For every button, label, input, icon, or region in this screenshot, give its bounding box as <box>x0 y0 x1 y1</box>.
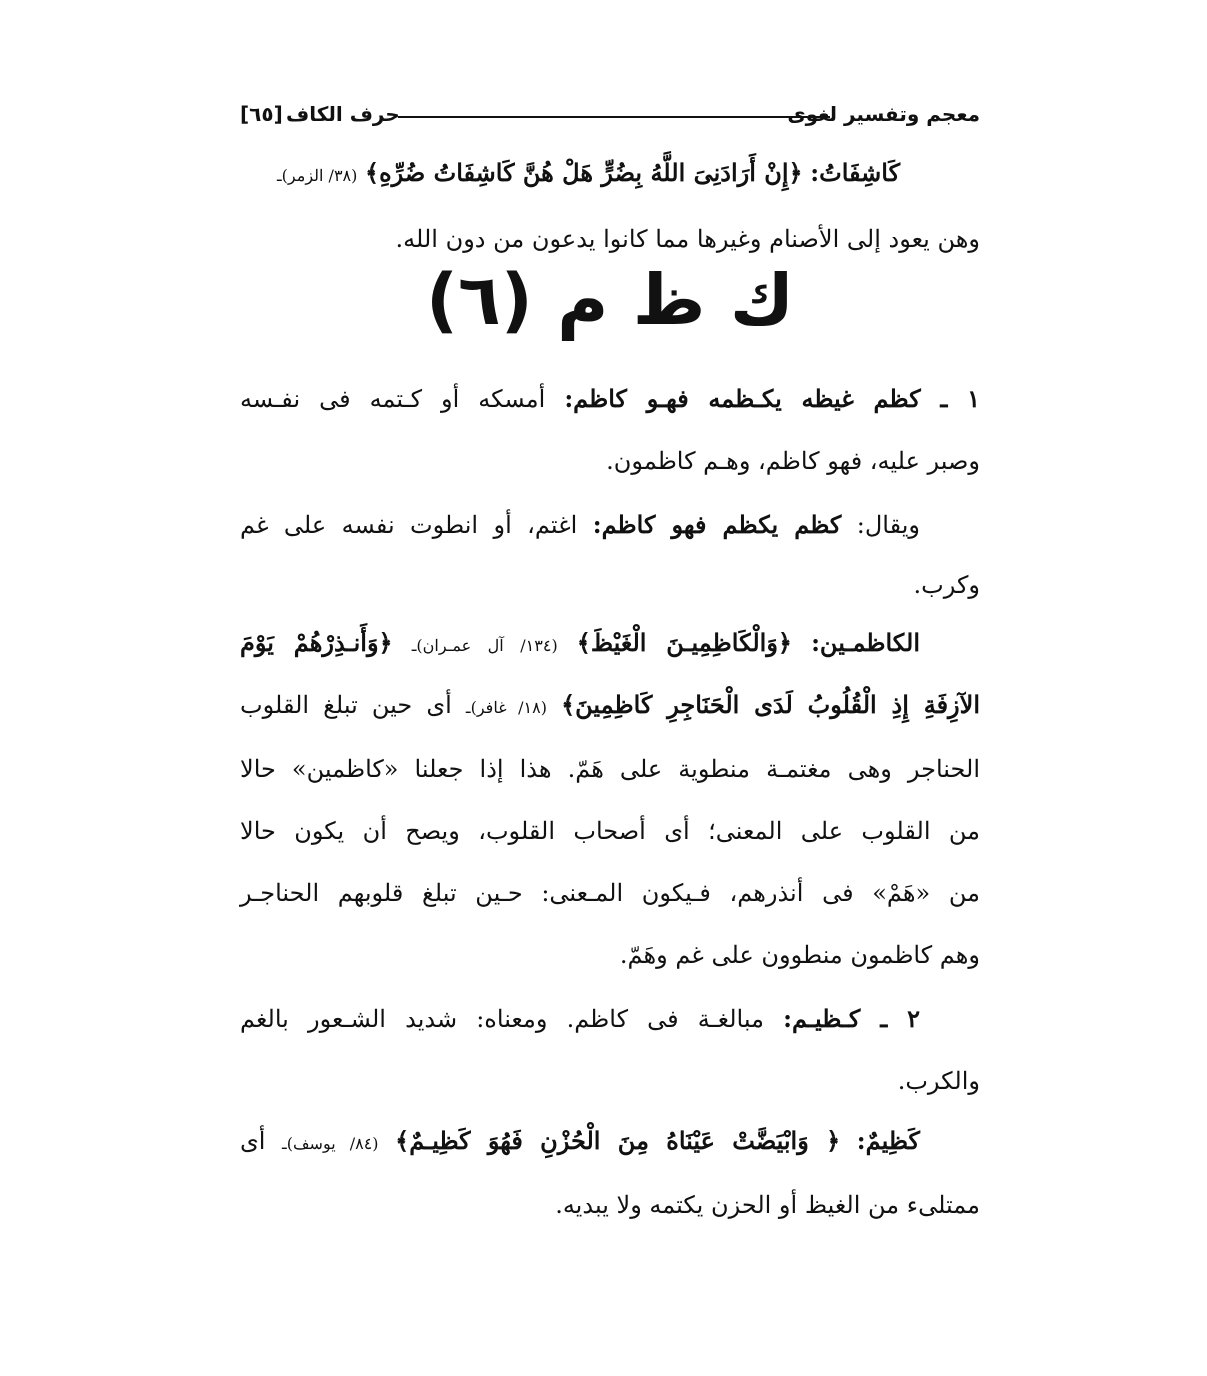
entry-term: كَظِيمٌ: <box>856 1126 920 1155</box>
lead-word: ويقال: <box>856 511 920 539</box>
text-line: من «هَمْ» فى أنذرهم، فـيكون المـعنى: حـين تبلغ قلوبهم الحناجـر <box>240 879 980 907</box>
header-rule <box>398 116 830 118</box>
entry-term: الكاظمـين: <box>811 628 920 657</box>
page-number: [٦٥] <box>240 102 283 126</box>
verse-reference: (١٨/ غافر)ـ <box>465 698 547 717</box>
quran-verse: ﴿ وَابْيَضَّتْ عَيْنَاهُ مِنَ الْحُزْنِ فَهُوَ كَظِيـمٌ﴾ <box>395 1126 841 1155</box>
definition-term: ١ ـ كظم غيظه يكـظمه فهـو كاظم: <box>564 384 980 413</box>
text-line: وكرب. <box>913 571 980 599</box>
text-line: ممتلىء من الغيظ أو الحزن يكتمه ولا يبديه. <box>555 1191 980 1219</box>
verse-reference: (٨٤/ يوسف)ـ <box>282 1134 379 1153</box>
text-line: وهن يعود إلى الأصنام وغيرها مما كانوا يدعون من دون الله. <box>395 225 980 253</box>
text-line: من القلوب على المعنى؛ أى أصحاب القلوب، ويصح أن يكون حالا <box>240 817 980 845</box>
verse-reference: (٣٨/ الزمر)ـ <box>276 166 358 185</box>
verse-reference: (١٣٤/ آل عمـران)ـ <box>411 636 558 655</box>
text-line <box>240 1124 920 1161</box>
entry-term: كَاشِفَاتُ: <box>810 158 900 187</box>
page <box>240 0 980 1376</box>
top-entry-line <box>240 156 900 193</box>
definition-text: اغتم، أو انطوت نفسه على غم <box>240 511 578 539</box>
book-title: معجم وتفسير لغوى <box>787 102 980 126</box>
root-heading: ك ظ م (٦) <box>426 259 794 341</box>
definition-text: أمسكه أو كـتمه فى نفـسه <box>240 385 546 413</box>
text-line <box>240 626 920 663</box>
quran-verse: ﴿إِنْ أَرَادَنِىَ اللَّهُ بِضُرٍّ هَلْ هُنَّ كَاشِفَاتُ ضُرِّهِ﴾ <box>365 158 803 187</box>
quran-verse: ﴿وَأَنـذِرْهُمْ يَوْمَ <box>240 628 393 657</box>
text-line: وصبر عليه، فهو كاظم، وهـم كاظمون. <box>606 447 980 475</box>
text-line <box>240 508 920 542</box>
text-line <box>240 1002 920 1036</box>
quran-verse: الآزِفَةِ إِذِ الْقُلُوبُ لَدَى الْحَنَاجِرِ كَاظِمِينَ﴾ <box>561 690 981 719</box>
running-header <box>240 98 980 134</box>
definition-text: أى <box>240 1127 266 1155</box>
definition-term: ٢ ـ كـظيـم: <box>783 1004 920 1033</box>
definition-term: كظم يكظم فهو كاظم: <box>592 510 842 539</box>
chapter-title: حرف الكاف <box>286 102 400 126</box>
quran-verse: ﴿وَالْكَاظِمِيـنَ الْغَيْظَ﴾ <box>576 628 792 657</box>
text-line: وهم كاظمون منطوون على غم وهَمّ. <box>619 941 980 969</box>
definition-text: أى حين تبلغ القلوب <box>240 691 452 719</box>
text-line <box>240 382 980 416</box>
text-line: والكرب. <box>897 1067 980 1095</box>
definition-text: مبالغـة فى كاظم. ومعناه: شديد الشـعور بالغم <box>240 1005 764 1033</box>
text-line: الحناجر وهى مغتمـة منطوية على هَمّ. هذا إذا جعلنا «كاظمين» حالا <box>240 755 980 783</box>
text-line <box>240 688 980 725</box>
